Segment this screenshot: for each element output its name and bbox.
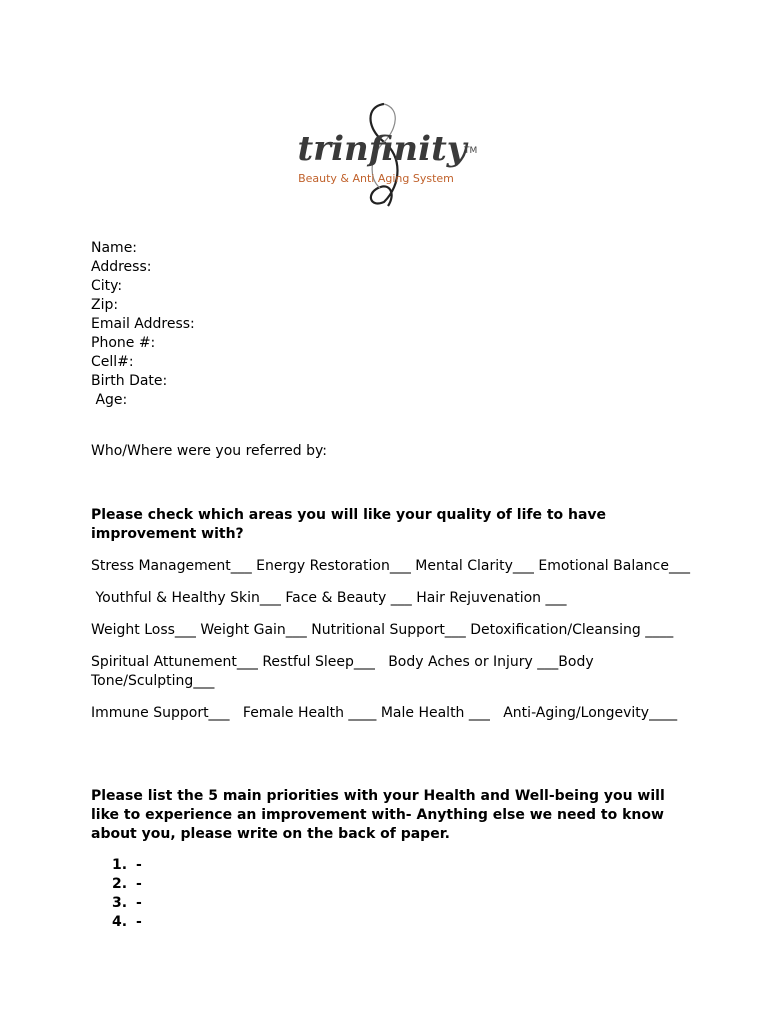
list-item-text: -: [136, 876, 142, 892]
field-address: Address:: [91, 259, 152, 275]
areas-question: Please check which areas you will like your quality of life to have improvement with?: [91, 507, 607, 542]
field-cell: Cell#:: [91, 354, 134, 370]
contact-fields: [91, 239, 195, 410]
list-number: 3.: [112, 895, 128, 911]
areas-line: Immune Support___ Female Health ____ Male Health ___ Anti-Aging/Longevity____: [91, 705, 678, 721]
logo-trademark: TM: [464, 146, 478, 156]
field-phone: Phone #:: [91, 335, 156, 351]
list-item: [112, 894, 142, 913]
field-name: Name:: [91, 240, 138, 256]
list-item-text: -: [136, 914, 142, 930]
areas-line: Youthful & Healthy Skin___ Face & Beauty ___ Hair Rejuvenation ___: [91, 590, 567, 606]
field-zip: Zip:: [91, 297, 119, 313]
areas-line: Stress Management___ Energy Restoration___ Mental Clarity___ Emotional Balance___: [91, 558, 690, 574]
field-email: Email Address:: [91, 316, 195, 332]
referred-by-label: Who/Where were you referred by:: [91, 443, 327, 459]
list-number: 2.: [112, 876, 128, 892]
areas-line: Spiritual Attunement___ Restful Sleep___ Body Aches or Injury ___Body Tone/Sculpting___: [91, 654, 599, 689]
list-item-text: -: [136, 895, 142, 911]
priorities-list: [112, 856, 142, 932]
list-number: 1.: [112, 857, 128, 873]
logo-wordmark: trinfinity: [297, 129, 467, 169]
list-item-text: -: [136, 857, 142, 873]
list-item: [112, 913, 142, 932]
field-birth-date: Birth Date:: [91, 373, 168, 389]
areas-line: Weight Loss___ Weight Gain___ Nutritional Support___ Detoxification/Cleansing ____: [91, 622, 674, 638]
field-city: City:: [91, 278, 123, 294]
priorities-question: Please list the 5 main priorities with your Health and Well-being you will like to experience an improvement with- Anything else we need to know about you, please write on the back of paper.: [91, 788, 665, 842]
list-number: 4.: [112, 914, 128, 930]
logo-tagline: Beauty & Anti Aging System: [298, 172, 454, 185]
list-item: [112, 856, 142, 875]
trinfinity-logo: [284, 98, 484, 210]
list-item: [112, 875, 142, 894]
field-age: Age:: [91, 392, 128, 408]
areas-checklist: [91, 557, 691, 736]
